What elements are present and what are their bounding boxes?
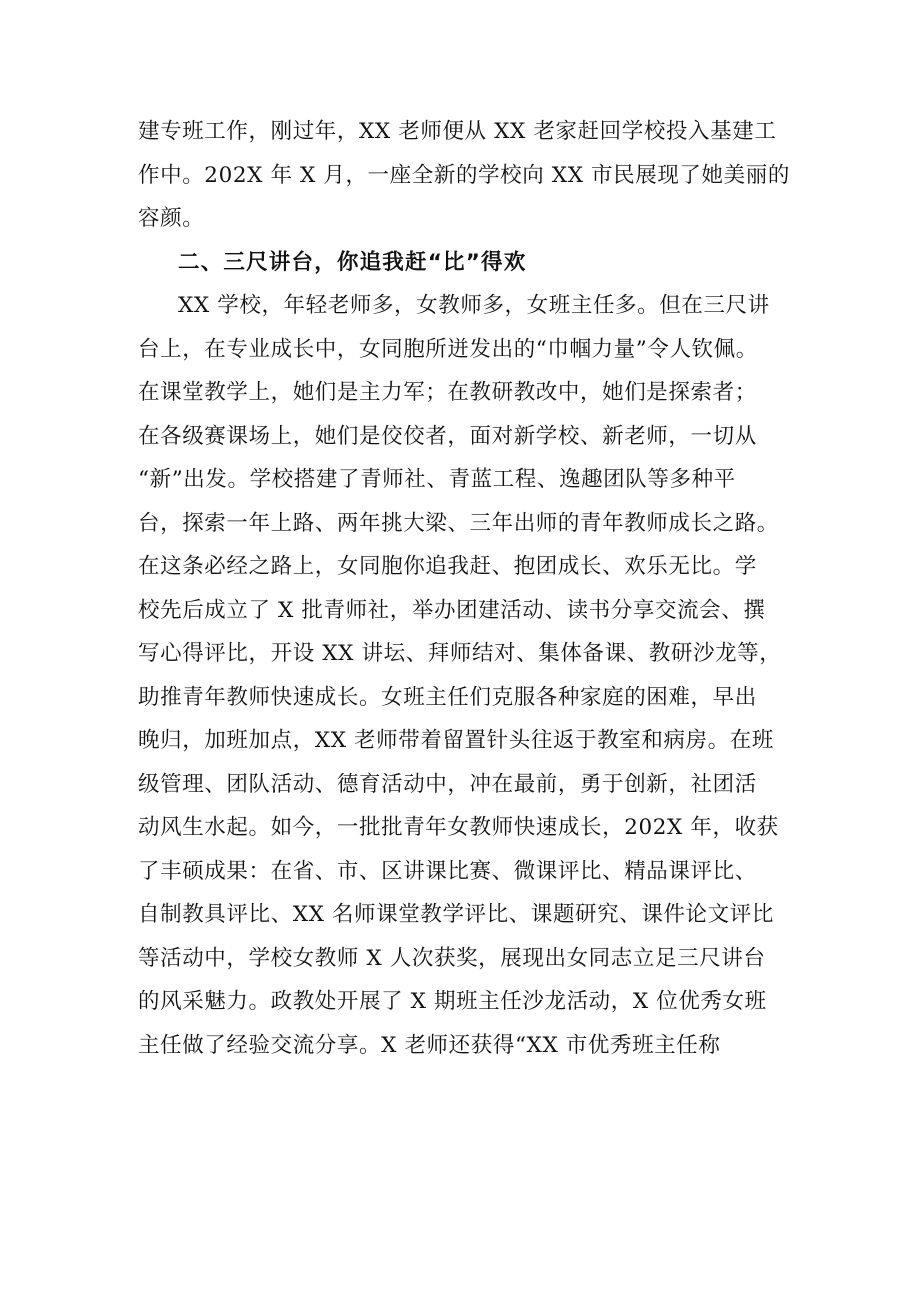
text-line bbox=[138, 1067, 798, 1111]
text-line: 写心得评比，开设 XX 讲坛、拜师结对、集体备课、教研沙龙等， bbox=[138, 641, 782, 666]
text-line: 级管理、团队活动、德育活动中，冲在最前，勇于创新，社团活 bbox=[138, 771, 757, 797]
text-line: 等活动中，学校女教师 X 人次获奖，展现出女同志立足三尺讲台 bbox=[138, 945, 766, 971]
text-line: 作中。202X 年 X 月，一座全新的学校向 XX 市民展现了她美丽的 bbox=[138, 162, 790, 188]
text-line: 台，探索一年上路、两年挑大梁、三年出师的青年教师成长之路。 bbox=[138, 510, 779, 536]
text-line: 晚归，加班加点，XX 老师带着留置针头往返于教室和病房。在班 bbox=[138, 728, 774, 753]
section-heading: 二、三尺讲台，你追我赶“比”得欢 bbox=[178, 249, 527, 275]
text-line: 台上，在专业成长中，女同胞所迸发出的“巾帼力量”令人钦佩。 bbox=[138, 336, 758, 362]
text-line: 助推青年教师快速成长。女班主任们克服各种家庭的困难，早出 bbox=[138, 684, 757, 710]
text-line: 动风生水起。如今，一批批青年女教师快速成长，202X 年，收获 bbox=[138, 815, 779, 840]
document-body bbox=[138, 110, 798, 1111]
text-line: 自制教具评比、XX 名师课堂教学评比、课题研究、课件论文评比 bbox=[138, 902, 774, 927]
text-line: 了丰硕成果：在省、市、区讲课比赛、微课评比、精品课评比、 bbox=[138, 858, 757, 884]
text-line: 在各级赛课场上，她们是佼佼者，面对新学校、新老师，一切从 bbox=[138, 423, 757, 449]
text-line: 校先后成立了 X 批青师社，举办团建活动、读书分享交流会、撰 bbox=[138, 597, 766, 623]
text-line: XX 学校，年轻老师多，女教师多，女班主任多。但在三尺讲 bbox=[178, 293, 770, 318]
text-line: “新”出发。学校搭建了青师社、青蓝工程、逸趣团队等多种平 bbox=[138, 467, 736, 492]
paragraph-1 bbox=[138, 110, 798, 241]
paragraph-2 bbox=[138, 284, 798, 1111]
text-line: 在这条必经之路上，女同胞你追我赶、抱团成长、欢乐无比。学 bbox=[138, 554, 757, 579]
text-line: 主任做了经验交流分享。X 老师还获得“XX 市优秀班主任称 bbox=[138, 1032, 721, 1058]
text-line: 的风采魅力。政教处开展了 X 期班主任沙龙活动，X 位优秀女班 bbox=[138, 989, 767, 1014]
text-line: 建专班工作，刚过年，XX 老师便从 XX 老家赶回学校投入基建工 bbox=[138, 119, 777, 144]
text-line: 在课堂教学上，她们是主力军；在教研教改中，她们是探索者； bbox=[138, 380, 757, 405]
text-line: 容颜。 bbox=[138, 206, 205, 231]
